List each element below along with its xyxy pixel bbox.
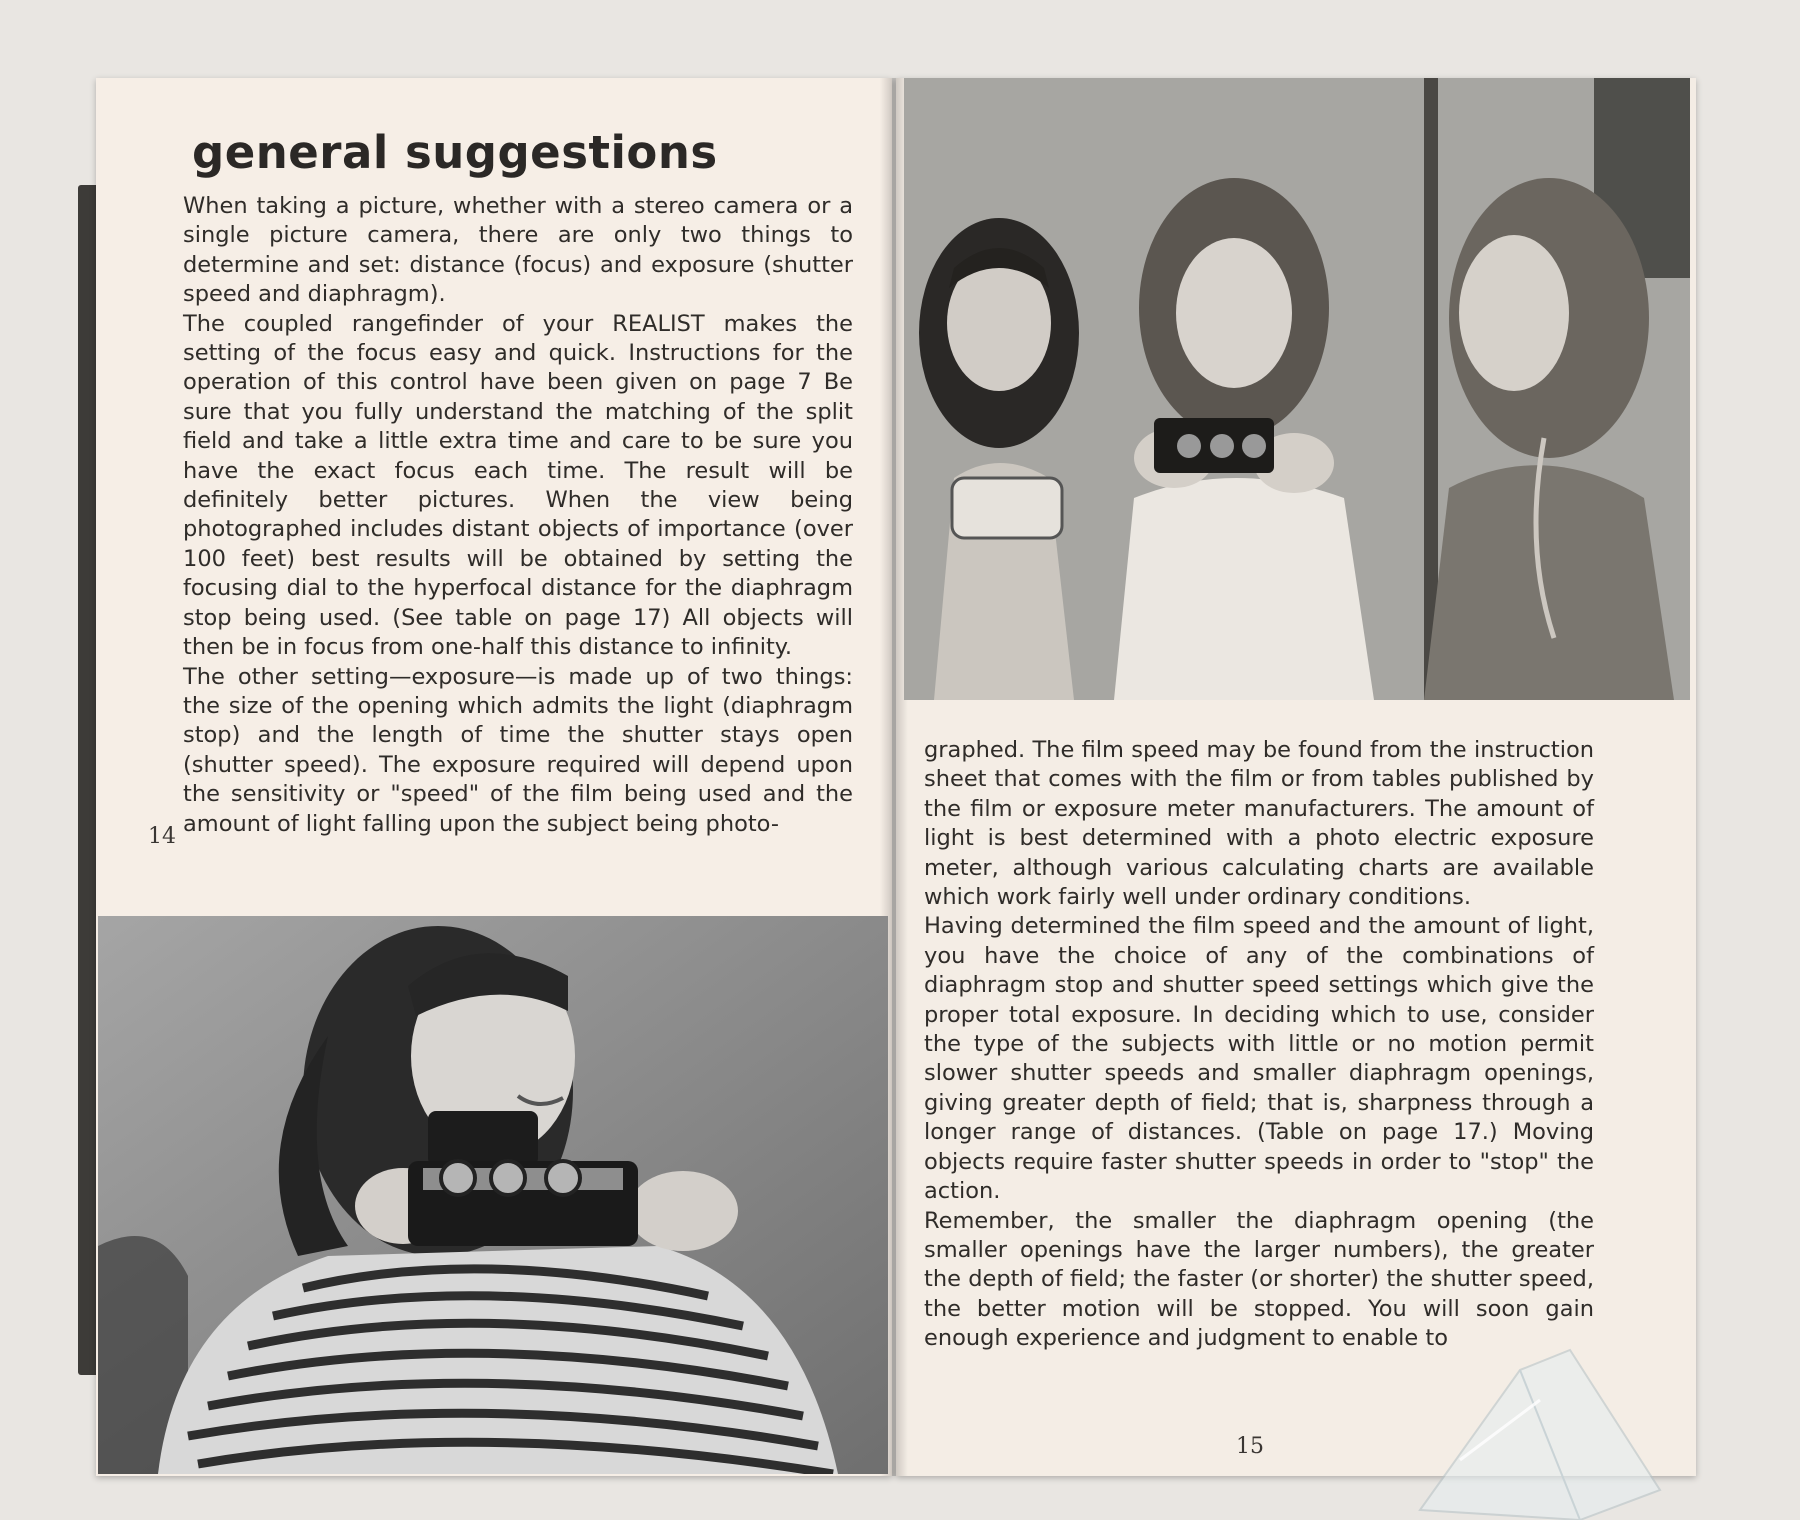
left-paragraph-1: When taking a picture, whether with a stereo camera or a single picture camera, there are only two things to determine and set: distance (focus) and exposure (shutter speed and diaphragm).: [183, 193, 853, 308]
right-paragraph-1: graphed. The film speed may be found from the instruction sheet that comes with the film or from tables published by the film or exposure meter manufacturers. The amount of light is best determined with a photo electric exposure meter, although various calculating charts are available which work fairly well under ordinary conditions.: [924, 737, 1594, 911]
page-number-right: 15: [1236, 1434, 1264, 1459]
page-number-left: 14: [148, 824, 176, 849]
right-paragraph-3: Remember, the smaller the diaphragm opening (the smaller openings have the larger numbers), the greater the depth of field; the faster (or shorter) the shutter speed, the better motion will be stopped. You will soon gain enough experience and judgment to enable to: [924, 1207, 1594, 1352]
left-page-body: [183, 192, 853, 839]
page-heading: general suggestions: [192, 126, 718, 179]
left-paragraph-2: The coupled rangefinder of your REALIST makes the setting of the focus easy and quick. Instructions for the operation of this control have been given on page 7 Be sure that you fully understand the matching of the split field and take a little extra time and care to be sure you have the exact focus each time. The result will be definitely better pictures. When the view being photographed includes distant objects of importance (over 100 feet) best results will be obtained by setting the focusing dial to the hyperfocal distance for the diaphragm stop being used. (See table on page 17) All objects will then be in focus from one-half this distance to infinity.: [183, 310, 853, 661]
photo-woman-with-stereo-camera: [98, 916, 888, 1474]
photo-three-women: [904, 78, 1690, 700]
photo-woman-illustration: [98, 916, 888, 1474]
photo-three-women-illustration: [904, 78, 1690, 700]
right-paragraph-2: Having determined the film speed and the amount of light, you have the choice of any of the combinations of diaphragm stop and shutter speed settings which give the proper total exposure. In deciding which to use, consider the type of the subjects with little or no motion permit slower shutter speeds and smaller diaphragm openings, giving greater depth of field; that is, sharpness through a longer range of distances. (Table on page 17.) Moving objects require faster shutter speeds in order to "stop" the action.: [924, 913, 1594, 1205]
left-paragraph-3: The other setting—exposure—is made up of two things: the size of the opening which admits the light (diaphragm stop) and the length of time the shutter stays open (shutter speed). The exposure required will depend upon the sensitivity or "speed" of the film being used and the amount of light falling upon the subject being photo-: [183, 663, 853, 837]
acrylic-stand: [1400, 1340, 1670, 1520]
right-page-body: [924, 736, 1594, 1354]
